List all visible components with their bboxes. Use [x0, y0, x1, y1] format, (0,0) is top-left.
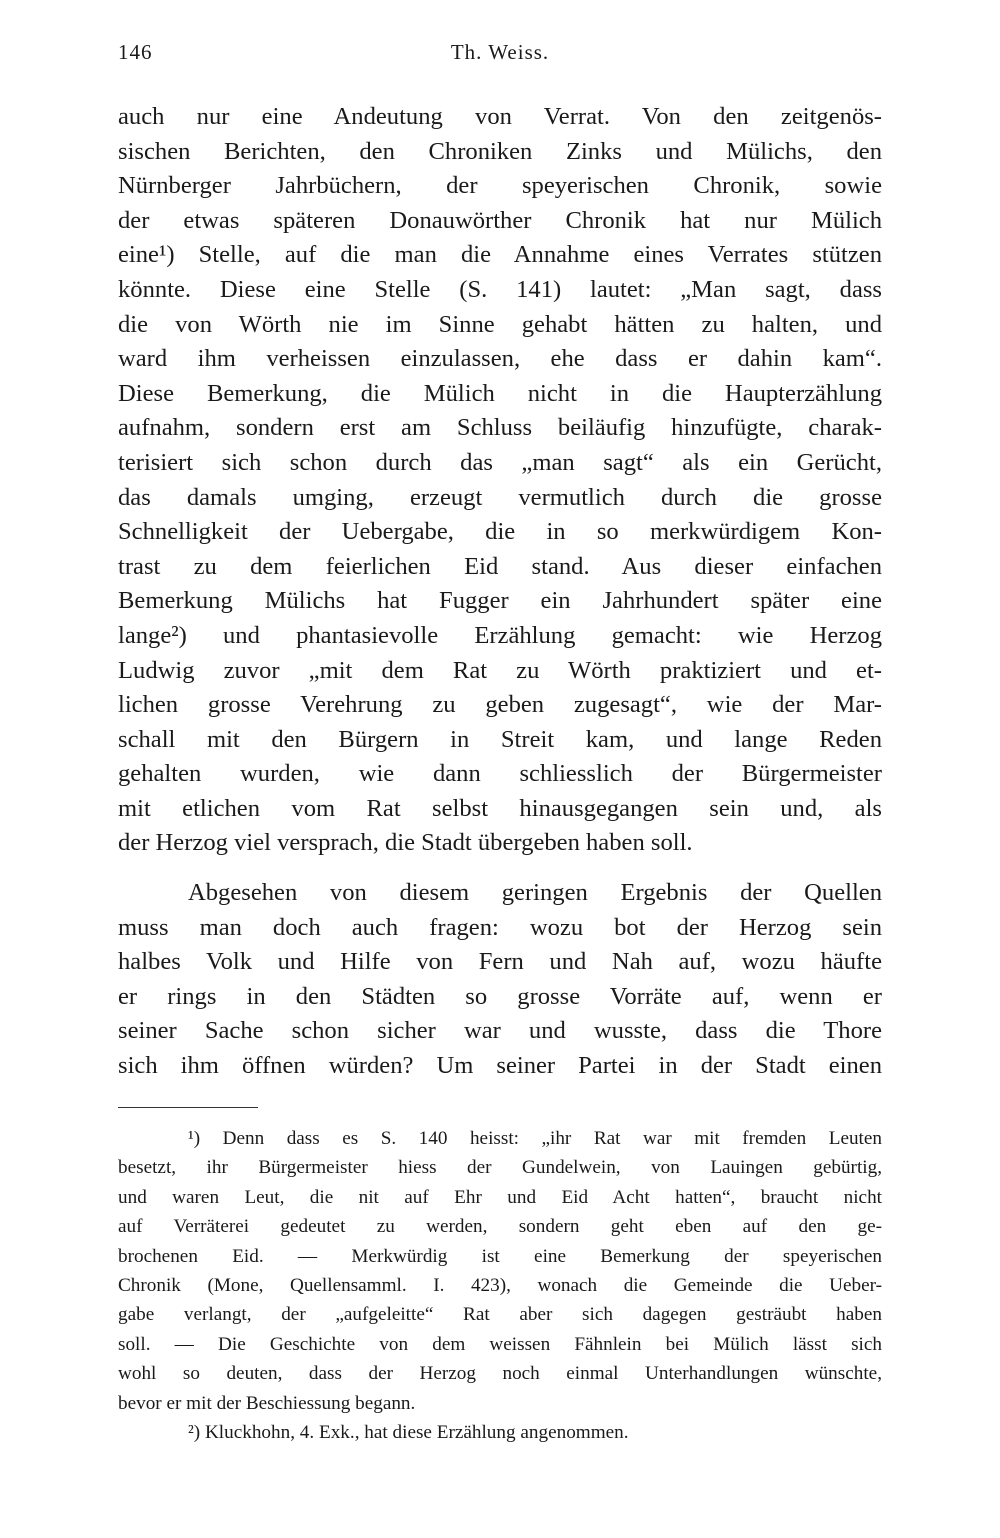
text-line: lichen grosse Verehrung zu geben zugesagt“, wie der Mar-: [118, 691, 882, 719]
footnote-line: und waren Leut, die nit auf Ehr und Eid Acht hatten“, braucht nicht: [118, 1186, 882, 1208]
footnote-line: gabe verlangt, der „aufgeleitte“ Rat aber sich dagegen gesträubt haben: [118, 1304, 882, 1326]
text-line: die von Wörth nie im Sinne gehabt hätten zu halten, und: [118, 310, 882, 338]
text-line: Schnelligkeit der Uebergabe, die in so merkwürdigem Kon-: [118, 518, 882, 546]
running-head: Th. Weiss.: [450, 40, 550, 64]
text-line: Nürnberger Jahrbüchern, der speyerischen Chronik, sowie: [118, 172, 882, 200]
footnote-line: Chronik (Mone, Quellensamml. I. 423), wonach die Gemeinde die Ueber-: [118, 1274, 882, 1296]
footnote-2: [118, 1418, 882, 1447]
text-line: auch nur eine Andeutung von Verrat. Von den zeitgenös-: [118, 103, 882, 130]
footnote-1: [118, 1124, 882, 1418]
footnote-line: brochenen Eid. — Merkwürdig ist eine Bemerkung der speyerischen: [118, 1245, 882, 1267]
text-line: eine¹) Stelle, auf die man die Annahme eines Verrates stützen: [118, 241, 882, 269]
text-line: halbes Volk und Hilfe von Fern und Nah auf, wozu häufte: [118, 948, 882, 976]
text-line: Diese Bemerkung, die Mülich nicht in die Haupterzählung: [118, 379, 882, 407]
text-line: schall mit den Bürgern in Streit kam, und lange Reden: [118, 725, 882, 753]
text-line: der etwas späteren Donauwörther Chronik hat nur Mülich: [118, 206, 882, 234]
text-line: sischen Berichten, den Chroniken Zinks und Mülichs, den: [118, 137, 882, 165]
footnote-line: bevor er mit der Beschiessung begann.: [118, 1392, 416, 1414]
paragraph-2: [118, 876, 882, 1084]
text-line: Bemerkung Mülichs hat Fugger ein Jahrhundert später eine: [118, 587, 882, 615]
paragraph-1: [118, 100, 882, 861]
text-line: terisiert sich schon durch das „man sagt“ als ein Gerücht,: [118, 448, 882, 476]
page-number: 146: [118, 40, 153, 64]
text-line: seiner Sache schon sicher war und wusste, dass die Thore: [118, 1017, 882, 1045]
text-line: aufnahm, sondern erst am Schluss beiläufig hinzufügte, charak-: [118, 414, 882, 442]
text-line: könnte. Diese eine Stelle (S. 141) lautet: „Man sagt, dass: [118, 275, 882, 303]
page-header: [118, 40, 882, 80]
text-line: mit etlichen vom Rat selbst hinausgegangen sein und, als: [118, 794, 882, 822]
text-line: trast zu dem feierlichen Eid stand. Aus dieser einfachen: [118, 552, 882, 580]
footnote-line: wohl so deuten, dass der Herzog noch einmal Unterhandlungen wünschte,: [118, 1363, 882, 1385]
footnote-line: auf Verräterei gedeutet zu werden, sondern geht eben auf den ge-: [118, 1216, 882, 1238]
footnote-separator: [118, 1107, 258, 1108]
text-line: gehalten wurden, wie dann schliesslich der Bürgermeister: [118, 760, 882, 788]
footnote-line: soll. — Die Geschichte von dem weissen Fähnlein bei Mülich lässt sich: [118, 1333, 882, 1355]
footnote-line: ¹) Denn dass es S. 140 heisst: „ihr Rat war mit fremden Leuten: [188, 1128, 882, 1149]
text-line: das damals umging, erzeugt vermutlich durch die grosse: [118, 483, 882, 511]
text-line: ward ihm verheissen einzulassen, ehe dass er dahin kam“.: [118, 345, 882, 373]
text-line: muss man doch auch fragen: wozu bot der Herzog sein: [118, 913, 882, 941]
text-line: Ludwig zuvor „mit dem Rat zu Wörth praktiziert und et-: [118, 656, 882, 684]
text-line: der Herzog viel versprach, die Stadt übergeben haben soll.: [118, 829, 693, 857]
text-line: er rings in den Städten so grosse Vorräte auf, wenn er: [118, 982, 882, 1010]
text-line: lange²) und phantasievolle Erzählung gemacht: wie Herzog: [118, 621, 882, 649]
footnote-line: ²) Kluckhohn, 4. Exk., hat diese Erzählung angenommen.: [188, 1422, 629, 1443]
text-line: sich ihm öffnen würden? Um seiner Partei in der Stadt einen: [118, 1051, 882, 1079]
footnote-line: besetzt, ihr Bürgermeister hiess der Gundelwein, von Lauingen gebürtig,: [118, 1157, 882, 1179]
text-line: Abgesehen von diesem geringen Ergebnis der Quellen: [188, 879, 882, 906]
